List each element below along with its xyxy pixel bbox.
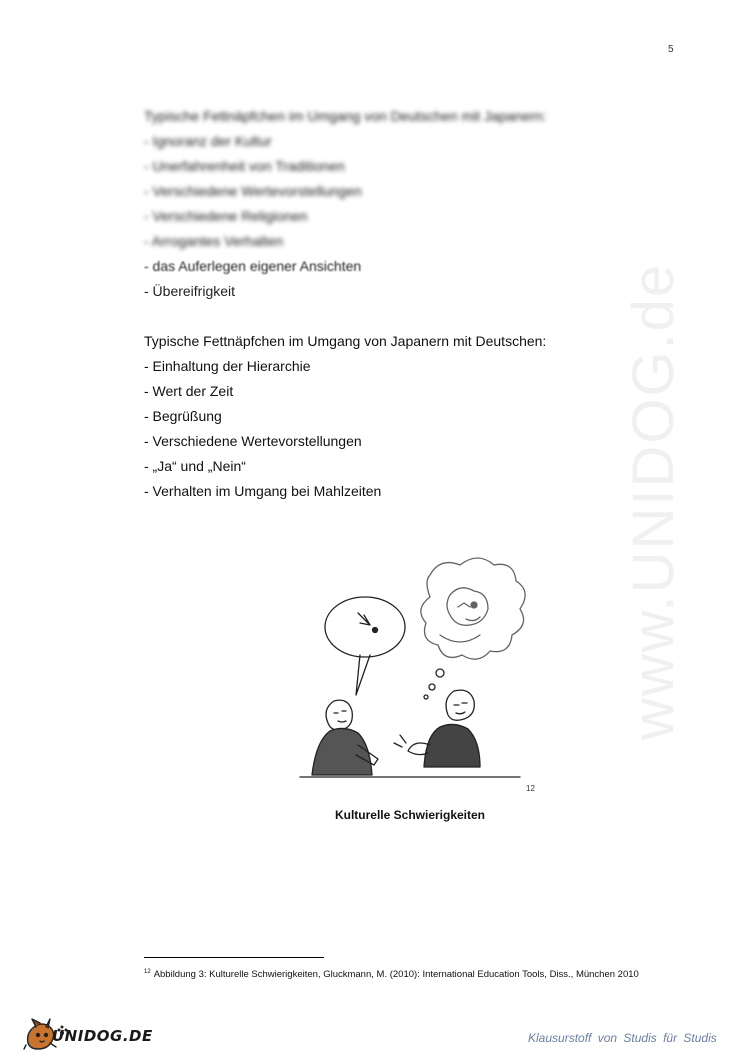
person-right [394,690,480,767]
speech-bubble [325,597,405,657]
footnote-marker: 12 [144,969,151,975]
figure-footnote-marker: 12 [526,784,535,793]
section-fettnaepfchen-deutsche [144,104,614,304]
list-item: - Verschiedene Wertevorstellungen [144,183,362,199]
list-item: - Verschiedene Religionen [144,208,308,224]
watermark: www.UNIDOG.de [621,262,686,740]
figure-caption: Kulturelle Schwierigkeiten [334,808,486,822]
cartoon-illustration [290,545,550,805]
person-left [312,700,378,775]
list-item: - Wert der Zeit [144,383,234,399]
list-item: - Einhaltung der Hierarchie [144,358,311,374]
footnote [144,969,639,980]
list-item: - Verhalten im Umgang bei Mahlzeiten [144,483,382,499]
footnote-text: Abbildung 3: Kulturelle Schwierigkeiten, Gluckmann, M. (2010): International Education Tools, Diss., München 2010 [153,969,639,981]
logo-text: UNIDOG.DE [52,1027,153,1045]
list-item: - Begrüßung [144,408,222,424]
list-item: - Arrogantes Verhalten [144,233,284,249]
list-item: - Übereifrigkeit [144,283,236,299]
section-fettnaepfchen-japaner [144,329,614,504]
thought-cloud [421,558,525,659]
section-heading: Typische Fettnäpfchen im Umgang von Japanern mit Deutschen: [144,333,547,349]
footnote-rule [144,957,324,958]
page-number: 5 [668,44,674,55]
list-item: - „Ja“ und „Nein“ [144,458,246,474]
footer-slogan: Klausurstoff von Studis für Studis [528,1031,717,1045]
list-item: - Unerfahrenheit von Traditionen [144,158,345,174]
list-item: - Verschiedene Wertevorstellungen [144,433,362,449]
list-item: - das Auferlegen eigener Ansichten [144,258,362,274]
section-heading: Typische Fettnäpfchen im Umgang von Deutschen mit Japanern: [144,108,547,124]
list-item: - Ignoranz der Kultur [144,133,272,149]
